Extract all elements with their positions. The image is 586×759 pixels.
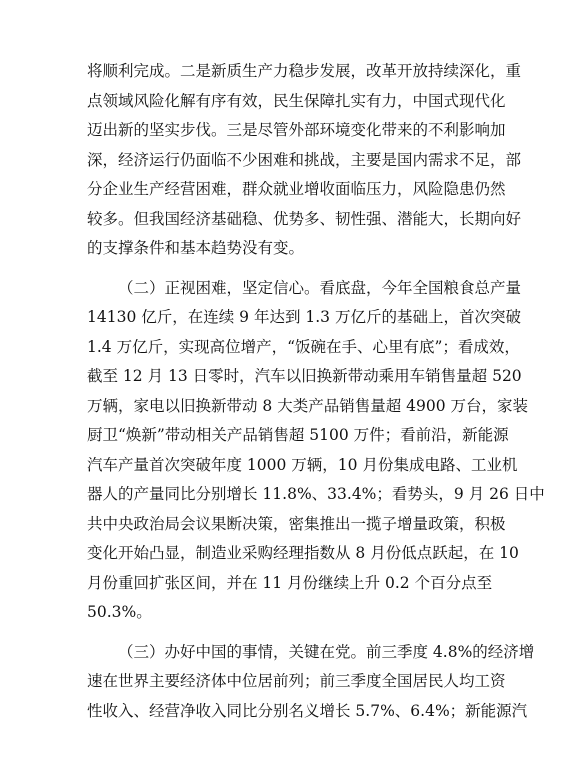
text-line: 变化开始凸显，制造业采购经理指数从 8 月份低点跃起，在 10 xyxy=(87,544,519,562)
document-body xyxy=(87,57,545,726)
text-line: 厨卫“焕新”带动相关产品销售超 5100 万件；看前沿，新能源 xyxy=(87,426,509,444)
paragraph-section-two xyxy=(87,274,545,628)
text-line: 将顺利完成。二是新质生产力稳步发展，改革开放持续深化，重 xyxy=(87,62,522,80)
text-line: 器人的产量同比分别增长 11.8%、33.4%；看势头，9 月 26 日中 xyxy=(87,485,545,503)
paragraph-section-three xyxy=(87,638,535,727)
text-line: 1.4 万亿斤，实现高位增产，“饭碗在手、心里有底”；看成效， xyxy=(87,337,520,356)
text-line: 50.3%。 xyxy=(87,603,152,621)
text-line: 较多。但我国经济基础稳、优势多、韧性强、潜能大，长期向好 xyxy=(87,209,522,228)
text-line: 月份重回扩张区间，并在 11 月份继续上升 0.2 个百分点至 xyxy=(87,573,493,592)
paragraph-continuation xyxy=(87,57,522,264)
text-line: 速在世界主要经济体中位居前列；前三季度全国居民人均工资 xyxy=(87,672,506,690)
text-line: 的支撑条件和基本趋势没有变。 xyxy=(87,239,305,257)
text-line: 分企业生产经营困难，群众就业增收面临压力，风险隐患仍然 xyxy=(87,180,506,198)
text-line: （二）正视困难，坚定信心。看底盘，今年全国粮食总产量 xyxy=(118,278,522,297)
text-line: 共中央政治局会议果断决策，密集推出一揽子增量政策，积极 xyxy=(87,514,506,533)
text-line: 截至 12 月 13 日零时，汽车以旧换新带动乘用车销售量超 520 xyxy=(87,367,522,385)
text-line: （三）办好中国的事情，关键在党。前三季度 4.8%的经济增 xyxy=(118,642,535,661)
text-line: 性收入、经营净收入同比分别名义增长 5.7%、6.4%；新能源汽 xyxy=(87,701,528,720)
text-line: 迈出新的坚实步伐。三是尽管外部环境变化带来的不利影响加 xyxy=(87,121,506,139)
text-line: 汽车产量首次突破年度 1000 万辆，10 月份集成电路、工业机 xyxy=(87,455,518,474)
text-line: 点领域风险化解有序有效，民生保障扎实有力，中国式现代化 xyxy=(87,91,506,110)
text-line: 14130 亿斤，在连续 9 年达到 1.3 万亿斤的基础上，首次突破 xyxy=(87,308,521,326)
text-line: 深，经济运行仍面临不少困难和挑战，主要是国内需求不足，部 xyxy=(87,150,522,169)
text-line: 万辆，家电以旧换新带动 8 大类产品销售量超 4900 万台，家装 xyxy=(87,396,529,415)
